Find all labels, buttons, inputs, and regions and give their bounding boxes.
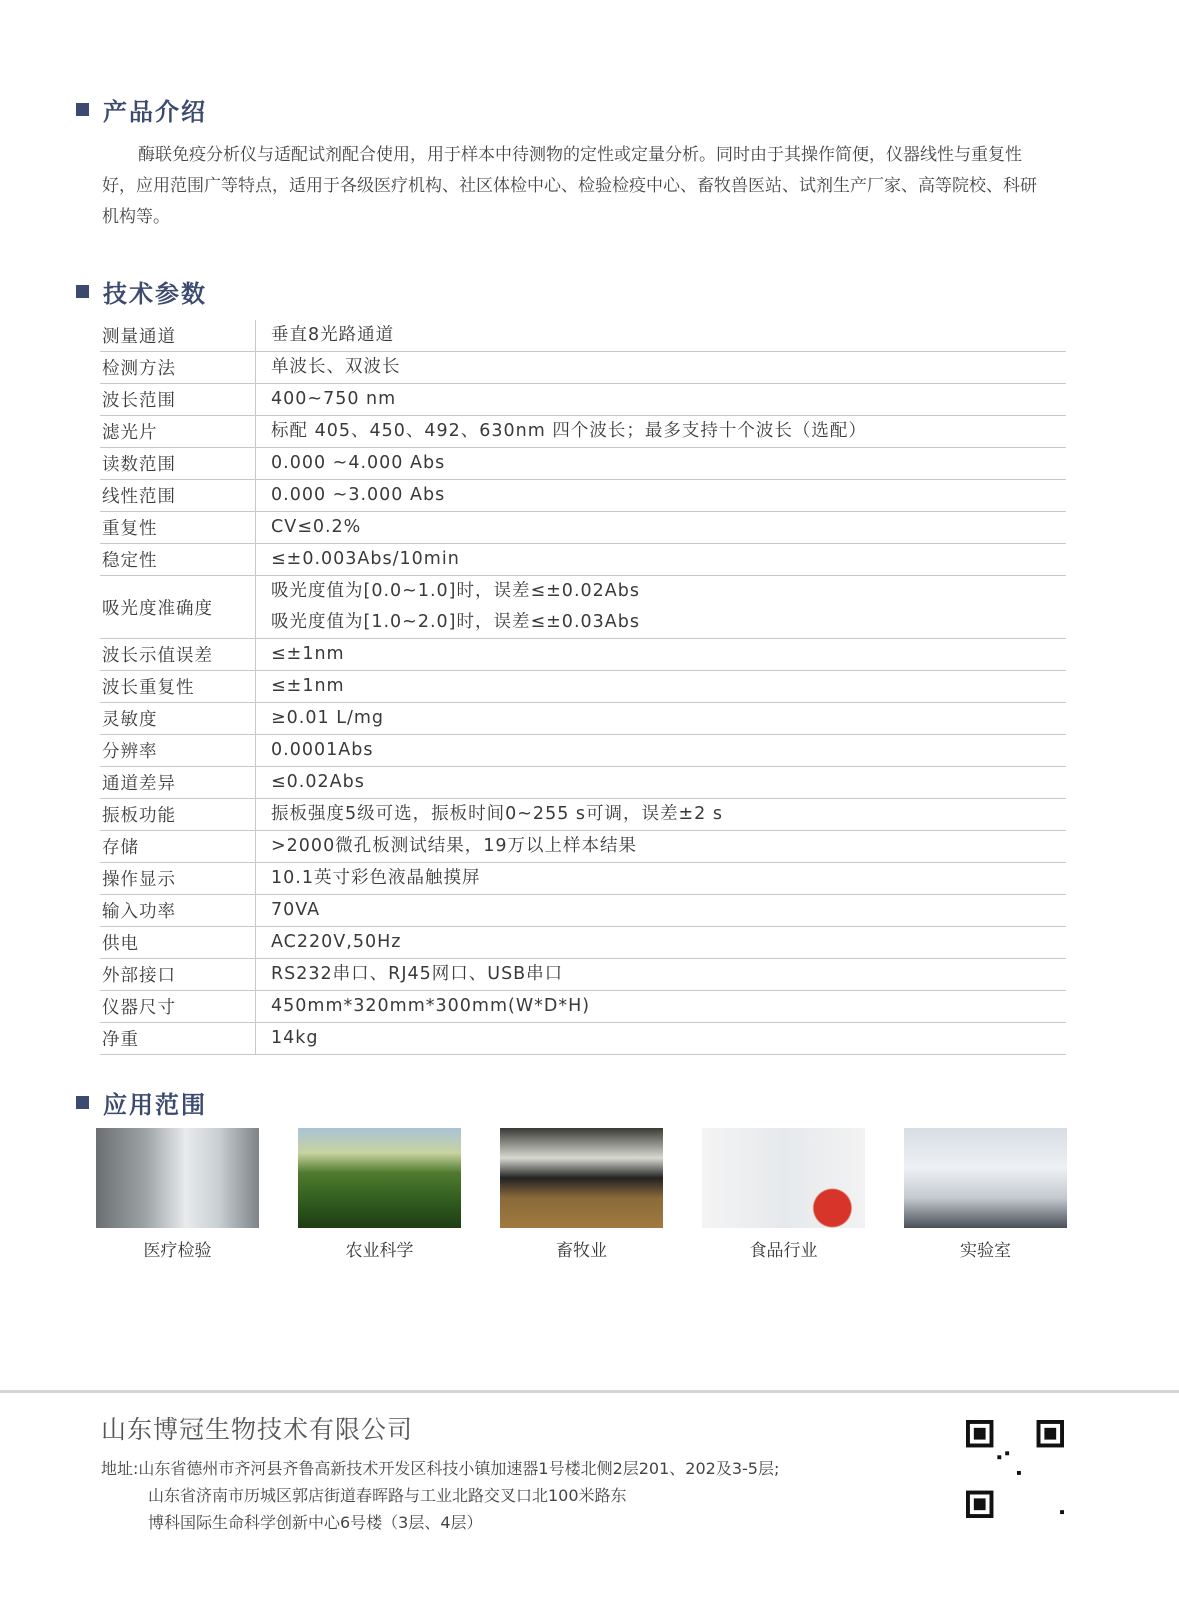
spec-label: 滤光片 [100,416,256,447]
spec-value [256,831,637,862]
spec-label: 供电 [100,927,256,958]
greenhouse-photo [298,1128,461,1228]
square-bullet-icon [76,285,89,298]
spec-value-line: CV≤0.2% [271,517,362,537]
app-label: 医疗检验 [143,1241,212,1261]
spec-value [256,384,396,415]
spec-row [100,639,1066,671]
spec-value [256,927,401,958]
section-heading-intro [76,92,207,127]
app-label: 实验室 [960,1241,1011,1261]
app-medical [96,1128,259,1261]
spec-row [100,863,1066,895]
spec-row [100,320,1066,352]
spec-value [256,576,640,638]
food-lab-photo [702,1128,865,1228]
spec-value [256,416,867,447]
spec-value-line: 10.1英寸彩色液晶触摸屏 [271,868,481,888]
spec-value-line: >2000微孔板测试结果，19万以上样本结果 [271,836,637,856]
spec-row [100,735,1066,767]
spec-value [256,448,445,479]
spec-label: 分辨率 [100,735,256,766]
spec-value-line: 0.000 ~3.000 Abs [271,485,446,505]
app-label: 畜牧业 [556,1241,607,1261]
spec-value [256,863,480,894]
spec-row [100,895,1066,927]
spec-value-line: RS232串口、RJ45网口、USB串口 [271,964,564,984]
spec-row [100,703,1066,735]
spec-label: 振板功能 [100,799,256,830]
spec-label: 吸光度准确度 [100,576,256,638]
spec-value [256,767,365,798]
spec-value [256,639,345,670]
spec-value-line: 0.000 ~4.000 Abs [271,453,446,473]
spec-value [256,1023,319,1054]
spec-value [256,512,361,543]
spec-row [100,384,1066,416]
spec-value-line: 450mm*320mm*300mm(W*D*H) [271,996,591,1016]
spec-row [100,671,1066,703]
spec-label: 波长重复性 [100,671,256,702]
section-heading-apps [76,1085,207,1120]
spec-row [100,767,1066,799]
heading-text: 应用范围 [103,1091,207,1119]
intro-paragraph: 酶联免疫分析仪与适配试剂配合使用，用于样本中待测物的定性或定量分析。同时由于其操作简便，仪器线性与重复性好，应用范围广等特点，适用于各级医疗机构、社区体检中心、检验检疫中心、畜牧兽医站、试剂生产厂家、高等院校、科研机构等。 [102,145,1037,227]
footer-divider [0,1390,1179,1393]
spec-label: 稳定性 [100,544,256,575]
spec-row [100,544,1066,576]
app-food [702,1128,865,1261]
spec-value [256,799,723,830]
spec-row [100,352,1066,384]
spec-value-line: 14kg [271,1028,319,1048]
spec-value-line: 70VA [271,900,321,920]
spec-value-line: 单波长、双波长 [271,357,401,377]
spec-label: 仪器尺寸 [100,991,256,1022]
spec-value [256,735,373,766]
spec-row [100,959,1066,991]
qr-code-icon [966,1420,1064,1518]
spec-value [256,991,590,1022]
spec-value-line: ≤±0.003Abs/10min [271,549,460,569]
application-gallery [96,1128,1067,1261]
spec-label: 外部接口 [100,959,256,990]
heading-text: 技术参数 [103,280,207,308]
spec-value [256,895,320,926]
spec-value-line: ≤±1nm [271,676,345,696]
spec-table [100,320,1066,1055]
spec-value [256,480,445,511]
spec-label: 重复性 [100,512,256,543]
medical-lab-photo [96,1128,259,1228]
spec-value-line: 吸光度值为[1.0~2.0]时，误差≤±0.03Abs [271,612,640,632]
company-address [101,1455,779,1536]
square-bullet-icon [76,103,89,116]
spec-row [100,927,1066,959]
spec-value [256,959,563,990]
spec-row [100,480,1066,512]
spec-row [100,1023,1066,1055]
company-name: 山东博冠生物技术有限公司 [101,1415,414,1444]
address-line: 地址:山东省德州市齐河县齐鲁高新技术开发区科技小镇加速器1号楼北侧2层201、202及3-5层; [101,1459,780,1478]
spec-label: 存储 [100,831,256,862]
spec-value [256,703,384,734]
spec-value-line: ≥0.01 L/mg [271,708,384,728]
spec-value-line: 0.0001Abs [271,740,374,760]
spec-row [100,576,1066,639]
address-line: 山东省济南市历城区郭店街道春晖路与工业北路交叉口北100米路东 [148,1486,627,1505]
spec-label: 灵敏度 [100,703,256,734]
spec-value-line: 标配 405、450、492、630nm 四个波长；最多支持十个波长（选配） [271,421,867,441]
spec-label: 波长范围 [100,384,256,415]
spec-value-line: 垂直8光路通道 [271,325,395,345]
app-laboratory [904,1128,1067,1261]
square-bullet-icon [76,1096,89,1109]
spec-row [100,991,1066,1023]
spec-row [100,448,1066,480]
spec-label: 通道差异 [100,767,256,798]
app-label: 农业科学 [345,1241,414,1261]
spec-label: 波长示值误差 [100,639,256,670]
spec-label: 输入功率 [100,895,256,926]
spec-label: 操作显示 [100,863,256,894]
app-livestock [500,1128,663,1261]
cattle-photo [500,1128,663,1228]
app-label: 食品行业 [749,1241,818,1261]
spec-label: 线性范围 [100,480,256,511]
spec-value-line: AC220V,50Hz [271,932,402,952]
spec-value-line: 吸光度值为[0.0~1.0]时，误差≤±0.02Abs [271,581,640,601]
section-heading-specs [76,274,207,309]
spec-value [256,671,345,702]
app-agriculture [298,1128,461,1261]
spec-label: 净重 [100,1023,256,1054]
spec-label: 检测方法 [100,352,256,383]
spec-value-line: ≤±1nm [271,644,345,664]
spec-row [100,831,1066,863]
spec-value-line: ≤0.02Abs [271,772,365,792]
spec-label: 测量通道 [100,320,256,351]
spec-value-line: 振板强度5级可选，振板时间0~255 s可调，误差±2 s [271,804,723,824]
heading-text: 产品介绍 [103,98,207,126]
spec-label: 读数范围 [100,448,256,479]
spec-row [100,799,1066,831]
address-line: 博科国际生命科学创新中心6号楼（3层、4层） [148,1513,483,1532]
spec-row [100,416,1066,448]
laboratory-photo [904,1128,1067,1228]
spec-value [256,320,394,351]
spec-row [100,512,1066,544]
spec-value [256,352,401,383]
spec-value [256,544,460,575]
spec-value-line: 400~750 nm [271,389,397,409]
